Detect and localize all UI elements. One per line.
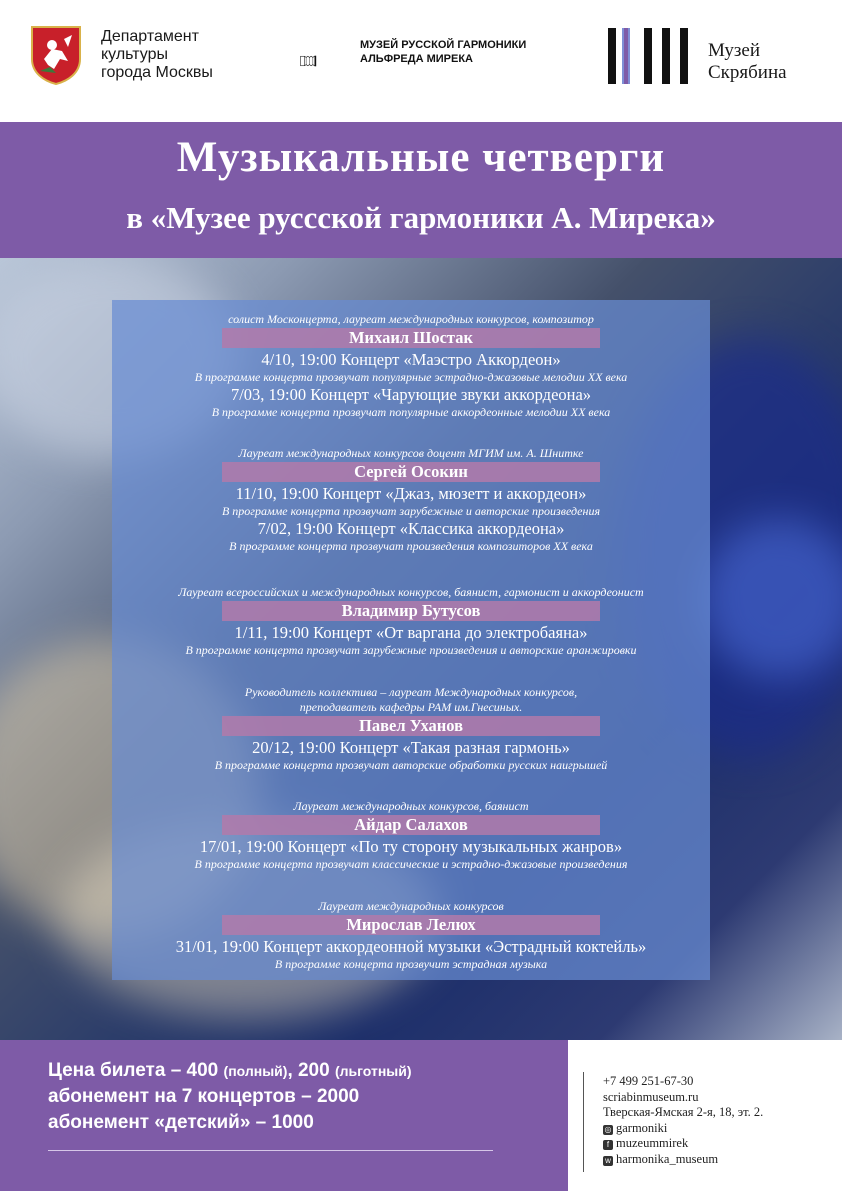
dept-line-3: города Москвы [101,64,213,81]
concert-title: 17/01, 19:00 Концерт «По ту сторону музыкальных жанров» [199,837,623,856]
price-line-2: абонемент на 7 концертов – 2000 [48,1086,360,1107]
performer-role: Лауреат международных конкурсов, баянист [293,799,529,813]
concert-title: 31/01, 19:00 Концерт аккордеонной музыки «Эстрадный коктейль» [175,937,647,956]
ticket-prices [48,1058,412,1136]
facebook-handle: muzeummirek [616,1136,689,1150]
performer-block [112,446,710,554]
moscow-coat-of-arms-icon [30,25,82,85]
performer-name: Мирослав Лелюх [222,915,600,935]
concert-title: 7/02, 19:00 Концерт «Классика аккордеона» [257,519,565,538]
concert-title: 11/10, 19:00 Концерт «Джаз, мюзетт и аккордеон» [235,484,587,503]
dept-line-2: культуры [101,46,168,63]
price-divider [48,1150,493,1151]
acc-line-2: АЛЬФРЕДА МИРЕКА [360,53,474,65]
price-reduced-label: (льготный) [334,1063,412,1079]
facebook-link[interactable] [603,1136,763,1152]
performer-block [112,312,710,420]
performer-name: Сергей Осокин [222,462,600,482]
price-line-1 [48,1058,412,1084]
scriabin-museum-logo-icon [608,28,690,84]
scr-line-2: Скрябина [708,62,787,83]
performer-role-line-2: преподаватель кафедры РАМ им.Гнесиных. [299,700,523,714]
concert-program: В программе концерта прозвучат классические и эстрадно-джазовые произведения [194,857,628,871]
concert-title: 1/11, 19:00 Концерт «От варгана до электробаяна» [234,623,588,642]
acc-line-1: МУЗЕЙ РУССКОЙ ГАРМОНИКИ [360,39,527,51]
accordion-museum-name [360,38,526,66]
concert-program: В программе концерта прозвучит эстрадная музыка [274,957,548,971]
concert-program: В программе концерта прозвучат популярные аккордеонные мелодии XX века [211,405,611,419]
website-link[interactable]: scriabinmuseum.ru [603,1089,699,1104]
contacts [603,1074,763,1167]
page-subtitle: в «Музее руссской гармоники А. Мирека» [126,200,716,235]
price-full: Цена билета – 400 [48,1060,224,1081]
performer-role: Лауреат международных конкурсов [318,899,504,913]
instagram-icon: ◎ [604,1124,612,1134]
price-line-3: абонемент «детский» – 1000 [48,1112,314,1133]
concert-program: В программе концерта прозвучат зарубежные произведения и авторские аранжировки [185,643,637,657]
dept-line-1: Департамент [101,28,199,45]
concert-program: В программе концерта прозвучат зарубежные и авторские произведения [221,504,601,518]
instagram-link[interactable] [603,1121,763,1137]
performer-block [112,685,710,773]
contacts-divider [583,1072,584,1172]
performer-role: Лауреат всероссийских и международных конкурсов, баянист, гармонист и аккордеонист [178,585,644,599]
performer-role: Руководитель коллектива – лауреат Международных конкурсов, [244,685,578,699]
page-title: Музыкальные четверги [176,134,666,181]
vk-handle: harmonika_museum [616,1151,719,1166]
concert-program: В программе концерта прозвучат авторские обработки русских наигрышей [214,758,608,772]
program-panel [112,300,710,980]
performer-block [112,899,710,972]
performer-name: Михаил Шостак [222,328,600,348]
performer-block [112,799,710,872]
facebook-icon: f [603,1140,613,1150]
scriabin-museum-name [708,40,787,84]
performer-role: Лауреат международных конкурсов доцент МГИМ им. А. Шнитке [238,446,584,460]
price-full-label: (полный) [223,1063,288,1079]
concert-title: 4/10, 19:00 Концерт «Маэстро Аккордеон» [261,350,561,369]
concert-program: В программе концерта прозвучат произведения композиторов XX века [229,539,593,553]
department-name [101,28,213,82]
concert-program: В программе концерта прозвучат популярные эстрадно-джазовые мелодии XX века [194,370,628,384]
performer-name: Айдар Салахов [222,815,600,835]
vk-icon: w [603,1156,613,1166]
phone[interactable]: +7 499 251-67-30 [603,1074,694,1088]
price-reduced: , 200 [287,1060,335,1081]
performer-name: Павел Уханов [222,716,600,736]
accordion-icon [300,38,360,84]
performer-role: солист Москонцерта, лауреат международных конкурсов, композитор [228,312,594,326]
scr-line-1: Музей [708,40,761,61]
address: Тверская-Ямская 2-я, 18, эт. 2. [603,1105,764,1119]
concert-title: 7/03, 19:00 Концерт «Чарующие звуки аккордеона» [230,385,592,404]
performer-block [112,585,710,658]
vk-link[interactable] [603,1152,763,1168]
instagram-handle: garmoniki [616,1120,668,1135]
concert-title: 20/12, 19:00 Концерт «Такая разная гармонь» [252,738,570,757]
performer-name: Владимир Бутусов [222,601,600,621]
